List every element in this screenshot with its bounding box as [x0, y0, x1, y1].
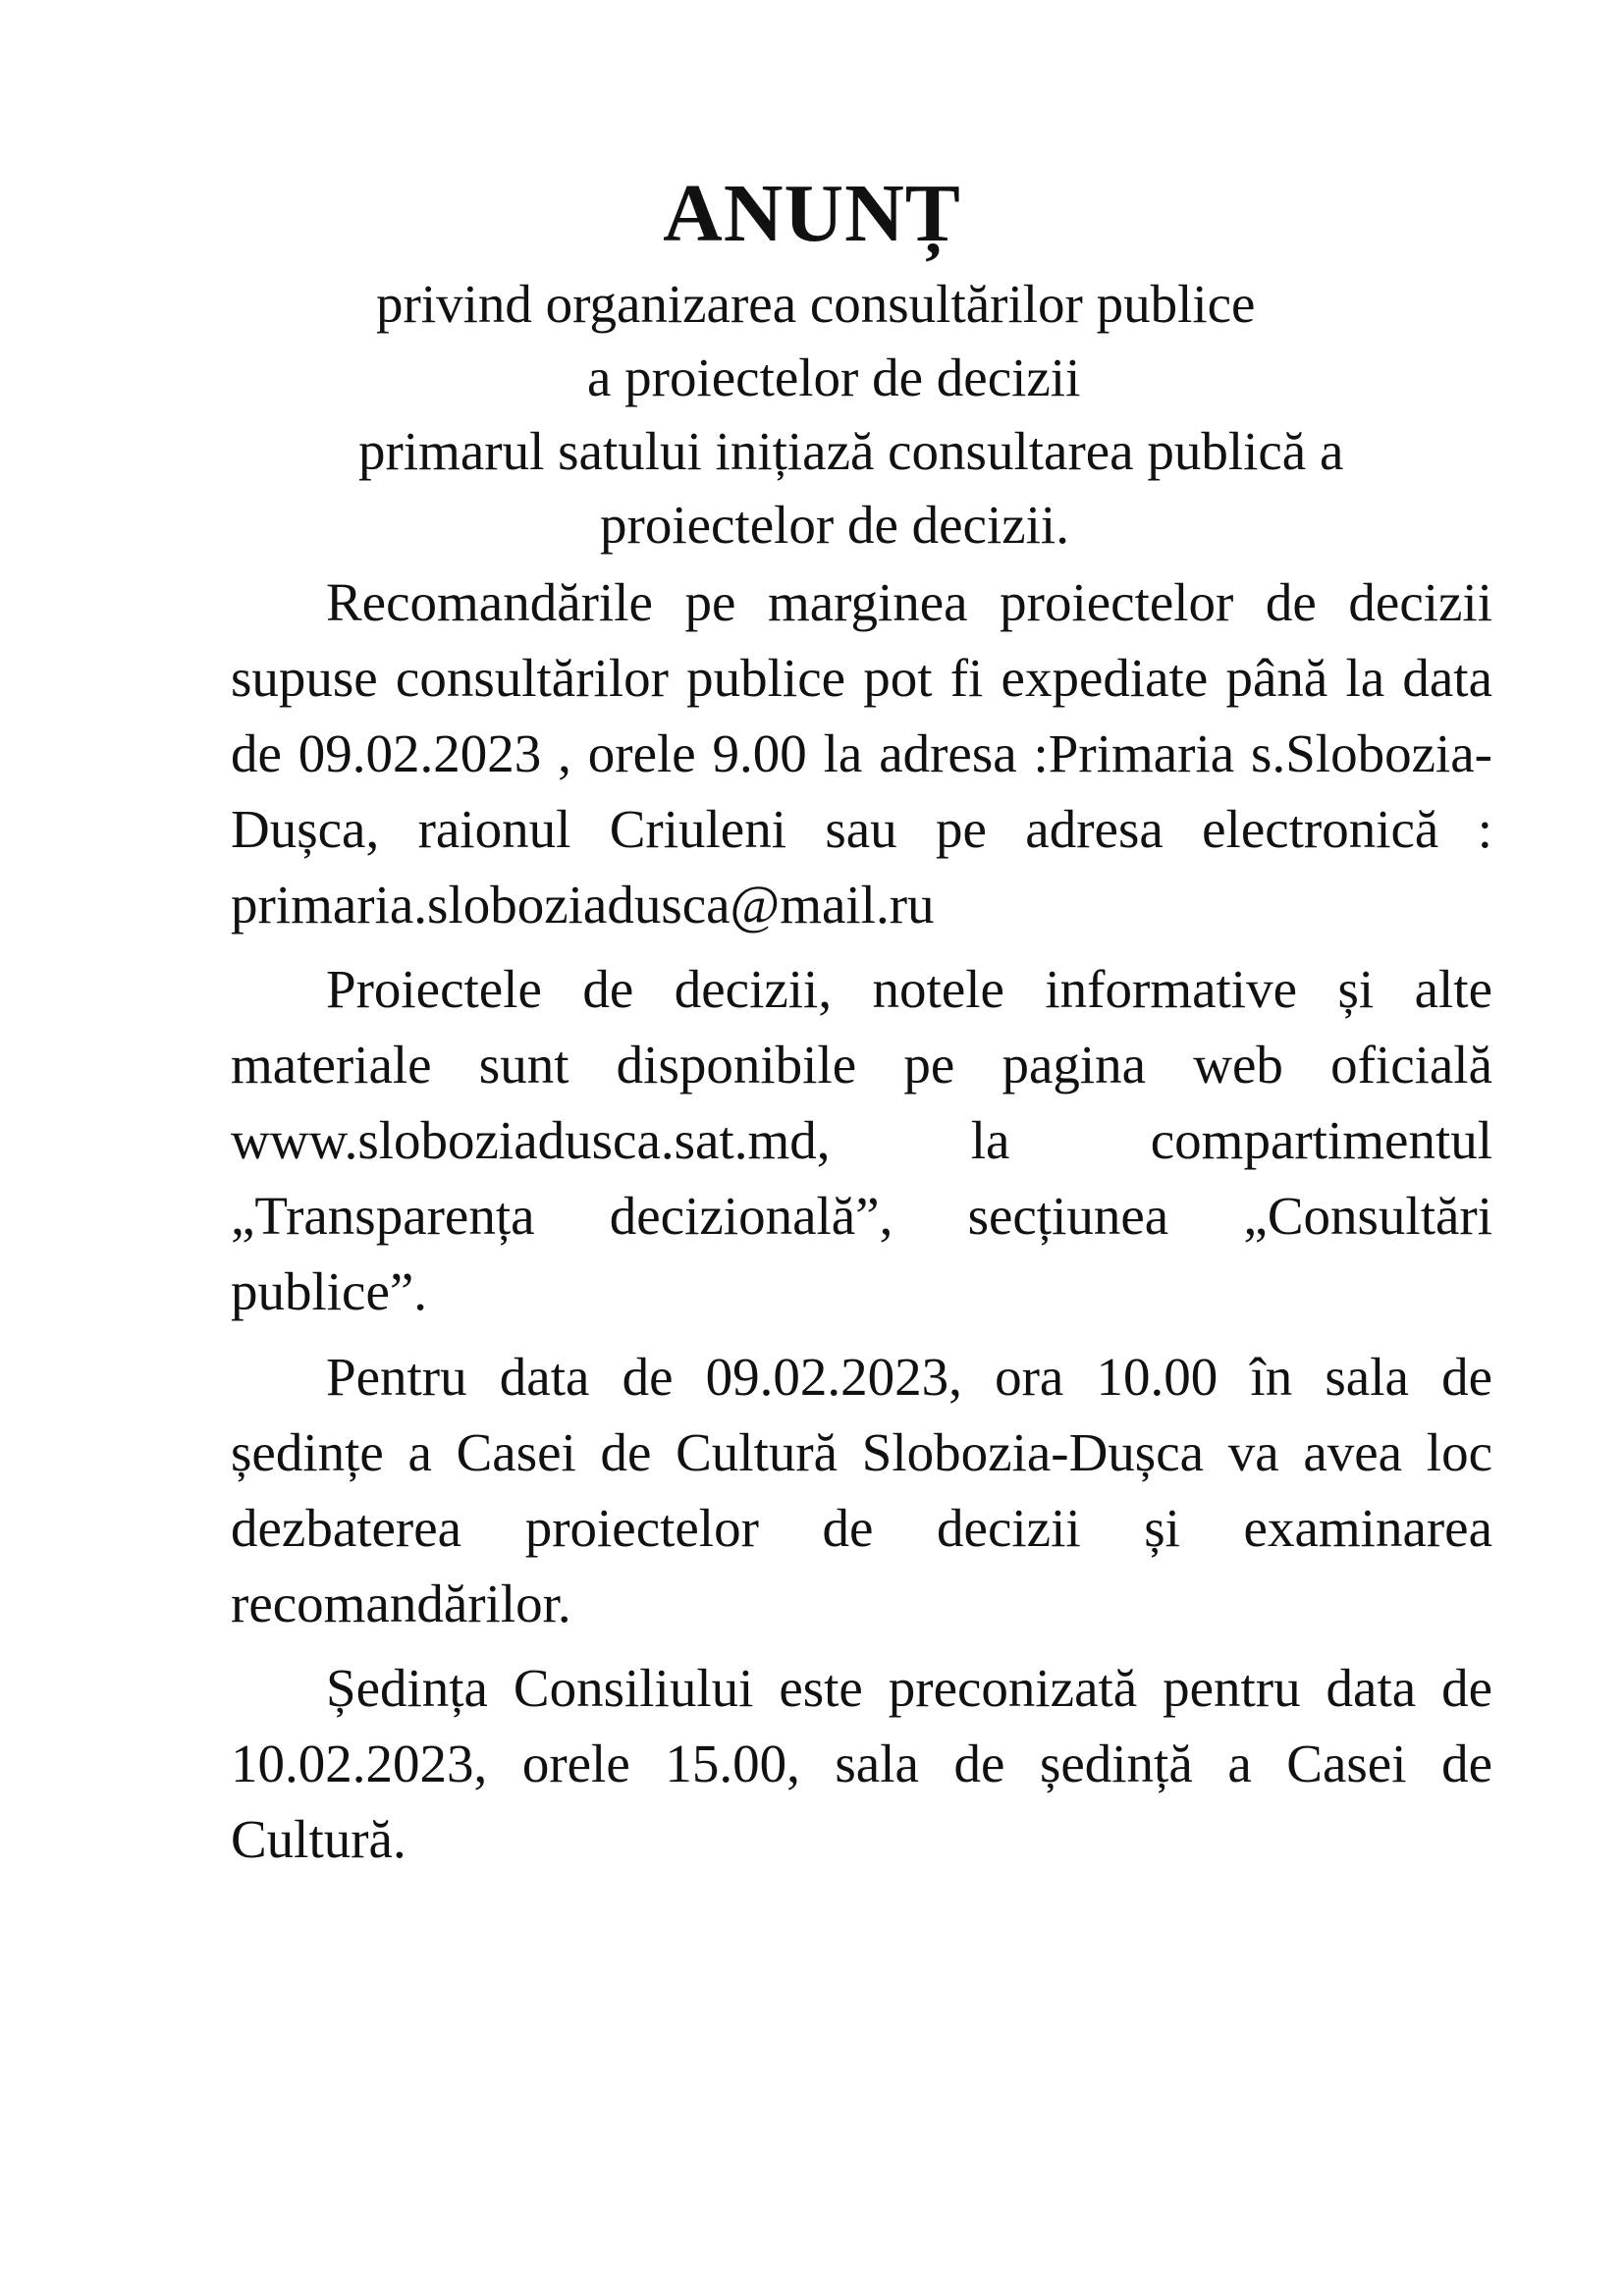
paragraph-materials: Proiectele de decizii, notele informative și alte materiale sunt disponibile pe pagina web oficială www.sloboziadusca.sat.md, la compartimentul „Transparența decizională”, secțiunea „Consultări publice”.	[231, 959, 1492, 1321]
paragraph-council-meeting: Ședința Consiliului este preconizată pentru data de 10.02.2023, orele 15.00, sala de ședință a Casei de Cultură.	[231, 1658, 1492, 1869]
subtitle-line-2: a proiectelor de decizii	[587, 347, 1081, 407]
subtitle-line-3: primarul satului inițiază consultarea publică a	[358, 421, 1344, 481]
paragraph-debate: Pentru data de 09.02.2023, ora 10.00 în sala de ședințe a Casei de Cultură Slobozia-Dușca va avea loc dezbaterea proiectelor de decizii și examinarea recomandărilor.	[231, 1347, 1492, 1633]
paragraph-recommendations: Recomandările pe marginea proiectelor de decizii supuse consultărilor publice pot fi expediate până la data de 09.02.2023 , orele 9.00 la adresa :Primaria s.Slobozia-Dușca, raionul Criuleni sau pe adresa electronică : primaria.sloboziadusca@mail.ru	[231, 572, 1492, 934]
subtitle-line-1: privind organizarea consultărilor publice	[376, 274, 1256, 334]
subtitle-line-4: proiectelor de decizii.	[600, 495, 1069, 555]
announcement-title: ANUNȚ	[663, 168, 961, 259]
